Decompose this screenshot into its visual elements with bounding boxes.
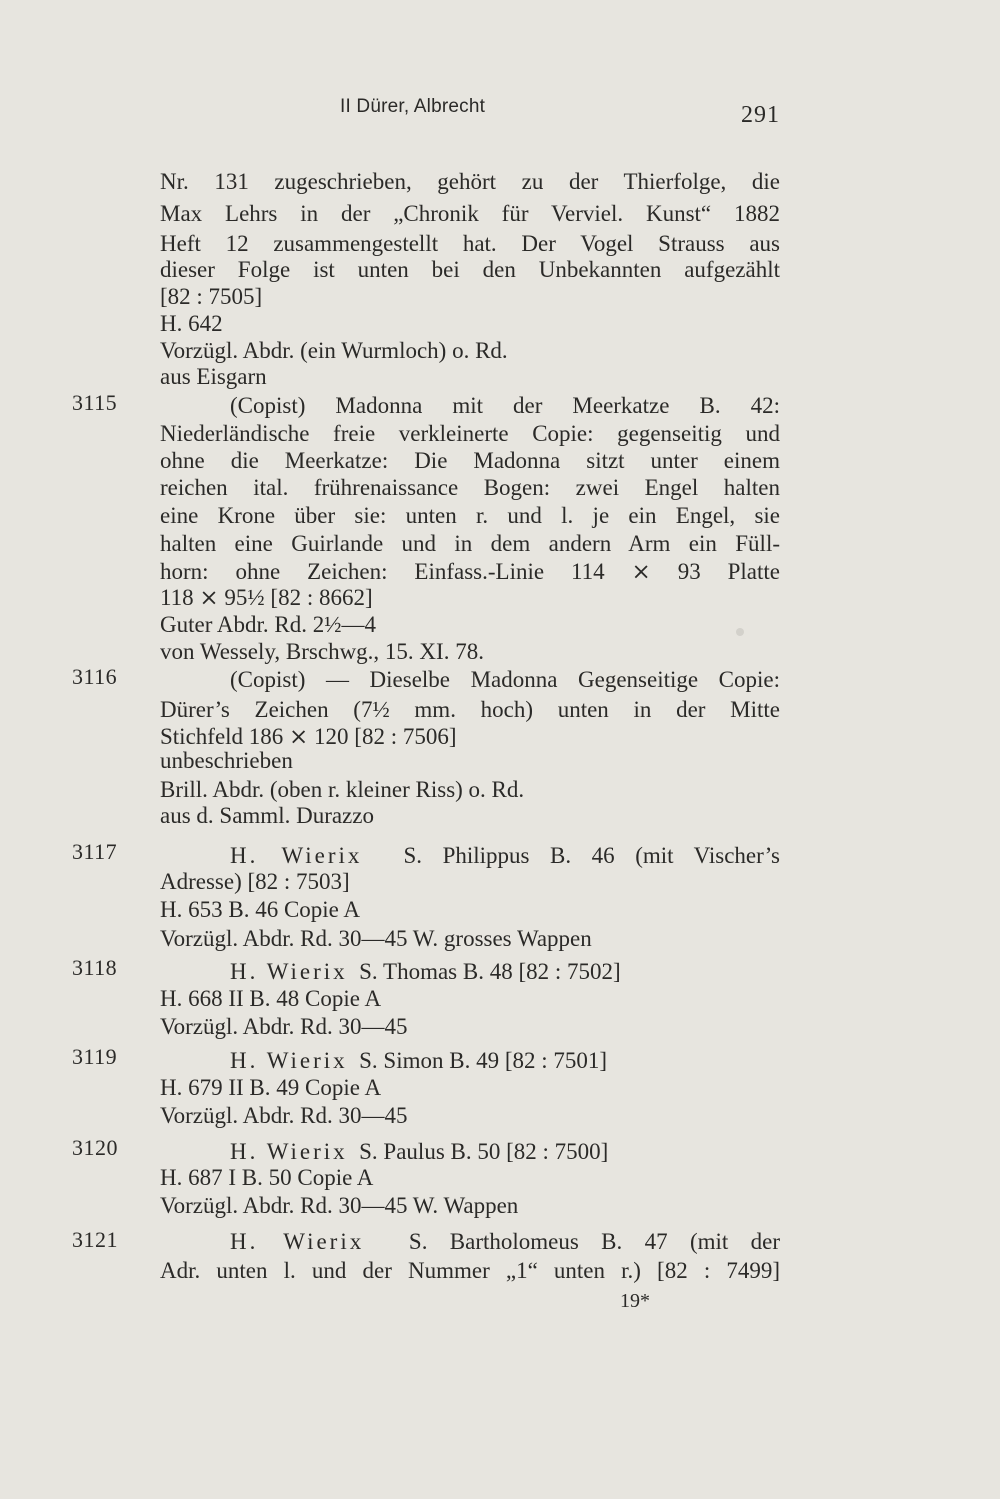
text-line: von Wessely, Brschwg., 15. XI. 78.: [160, 639, 484, 664]
text-line: [230, 1138, 780, 1166]
text-line: Stichfeld 186 ⨯ 120 [82 : 7506]: [160, 724, 457, 749]
text-line: Niederländische freie verkleinerte Copie: gegenseitig und: [160, 421, 780, 446]
text-line: Vorzügl. Abdr. Rd. 30—45 W. Wappen: [160, 1193, 519, 1218]
text-line: unbeschrieben: [160, 748, 293, 773]
text-line: Max Lehrs in der „Chronik für Verviel. Kunst“ 1882: [160, 201, 780, 226]
text-line: [230, 1228, 780, 1256]
engraver-name: H. Wierix: [230, 1048, 348, 1073]
text-line: horn: ohne Zeichen: Einfass.-Linie 114 ⨯ 93 Platte: [160, 559, 780, 584]
running-head: [340, 92, 780, 128]
text-line: Vorzügl. Abdr. Rd. 30—45: [160, 1103, 408, 1128]
page-number: 291: [741, 102, 780, 128]
text-line: Vorzügl. Abdr. Rd. 30—45 W. grosses Wappen: [160, 926, 592, 951]
text-line: H. 687 I B. 50 Copie A: [160, 1165, 374, 1190]
engraver-name: H. Wierix: [230, 843, 363, 868]
text-line: Adresse) [82 : 7503]: [160, 869, 350, 894]
text-line: Nr. 131 zugeschrieben, gehört zu der Thierfolge, die: [160, 169, 780, 194]
text-line: Vorzügl. Abdr. (ein Wurmloch) o. Rd.: [160, 338, 508, 363]
entry-number: 3118: [72, 955, 118, 980]
entry-title: S. Thomas B. 48 [82 : 7502]: [359, 959, 621, 984]
entry-number: 3120: [72, 1135, 118, 1160]
text-line: Heft 12 zusammengestellt hat. Der Vogel Strauss aus: [160, 231, 780, 256]
text-line: Adr. unten l. und der Nummer „1“ unten r.) [82 : 7499]: [160, 1258, 780, 1283]
entry-title: S. Bartholomeus B. 47 (mit der: [408, 1229, 780, 1254]
text-line: reichen ital. frührenaissance Bogen: zwei Engel halten: [160, 475, 780, 500]
engraver-name: H. Wierix: [230, 1229, 365, 1254]
text-line: eine Krone über sie: unten r. und l. je ein Engel, sie: [160, 503, 780, 528]
entry-number: 3116: [72, 664, 118, 689]
entry-title: S. Philippus B. 46 (mit Vischer’s: [403, 843, 780, 868]
printer-signature: 19*: [620, 1290, 650, 1312]
text-line: [230, 842, 780, 870]
text-line: halten eine Guirlande und in dem andern Arm ein Füll-: [160, 531, 780, 556]
text-line: dieser Folge ist unten bei den Unbekannten aufgezählt: [160, 257, 780, 282]
text-line: Dürer’s Zeichen (7½ mm. hoch) unten in der Mitte: [160, 697, 780, 722]
engraver-name: H. Wierix: [230, 959, 348, 984]
text-line: H. 668 II B. 48 Copie A: [160, 986, 382, 1011]
text-line: H. 653 B. 46 Copie A: [160, 897, 360, 922]
text-line: aus d. Samml. Durazzo: [160, 803, 374, 828]
engraver-name: H. Wierix: [230, 1139, 348, 1164]
entry-number: 3119: [72, 1044, 118, 1069]
text-line: Brill. Abdr. (oben r. kleiner Riss) o. Rd.: [160, 777, 525, 802]
text-line: H. 642: [160, 311, 223, 336]
text-line: [230, 958, 780, 986]
entry-number: 3121: [72, 1227, 118, 1252]
running-title: II Dürer, Albrecht: [340, 96, 486, 117]
entry-number: 3115: [72, 390, 118, 415]
entry-title: S. Simon B. 49 [82 : 7501]: [359, 1048, 608, 1073]
text-line: Vorzügl. Abdr. Rd. 30—45: [160, 1014, 408, 1039]
text-line: (Copist) Madonna mit der Meerkatze B. 42:: [230, 393, 780, 418]
text-line: (Copist) — Dieselbe Madonna Gegenseitige Copie:: [230, 667, 780, 692]
entry-number: 3117: [72, 839, 118, 864]
text-line: [82 : 7505]: [160, 284, 263, 309]
text-line: aus Eisgarn: [160, 364, 267, 389]
entry-title: S. Paulus B. 50 [82 : 7500]: [359, 1139, 609, 1164]
text-line: Guter Abdr. Rd. 2½—4: [160, 612, 376, 637]
text-line: H. 679 II B. 49 Copie A: [160, 1075, 382, 1100]
paper-speck: [736, 628, 744, 636]
text-line: ohne die Meerkatze: Die Madonna sitzt unter einem: [160, 448, 780, 473]
text-line: [230, 1047, 780, 1075]
text-line: 118 ⨯ 95½ [82 : 8662]: [160, 585, 373, 610]
